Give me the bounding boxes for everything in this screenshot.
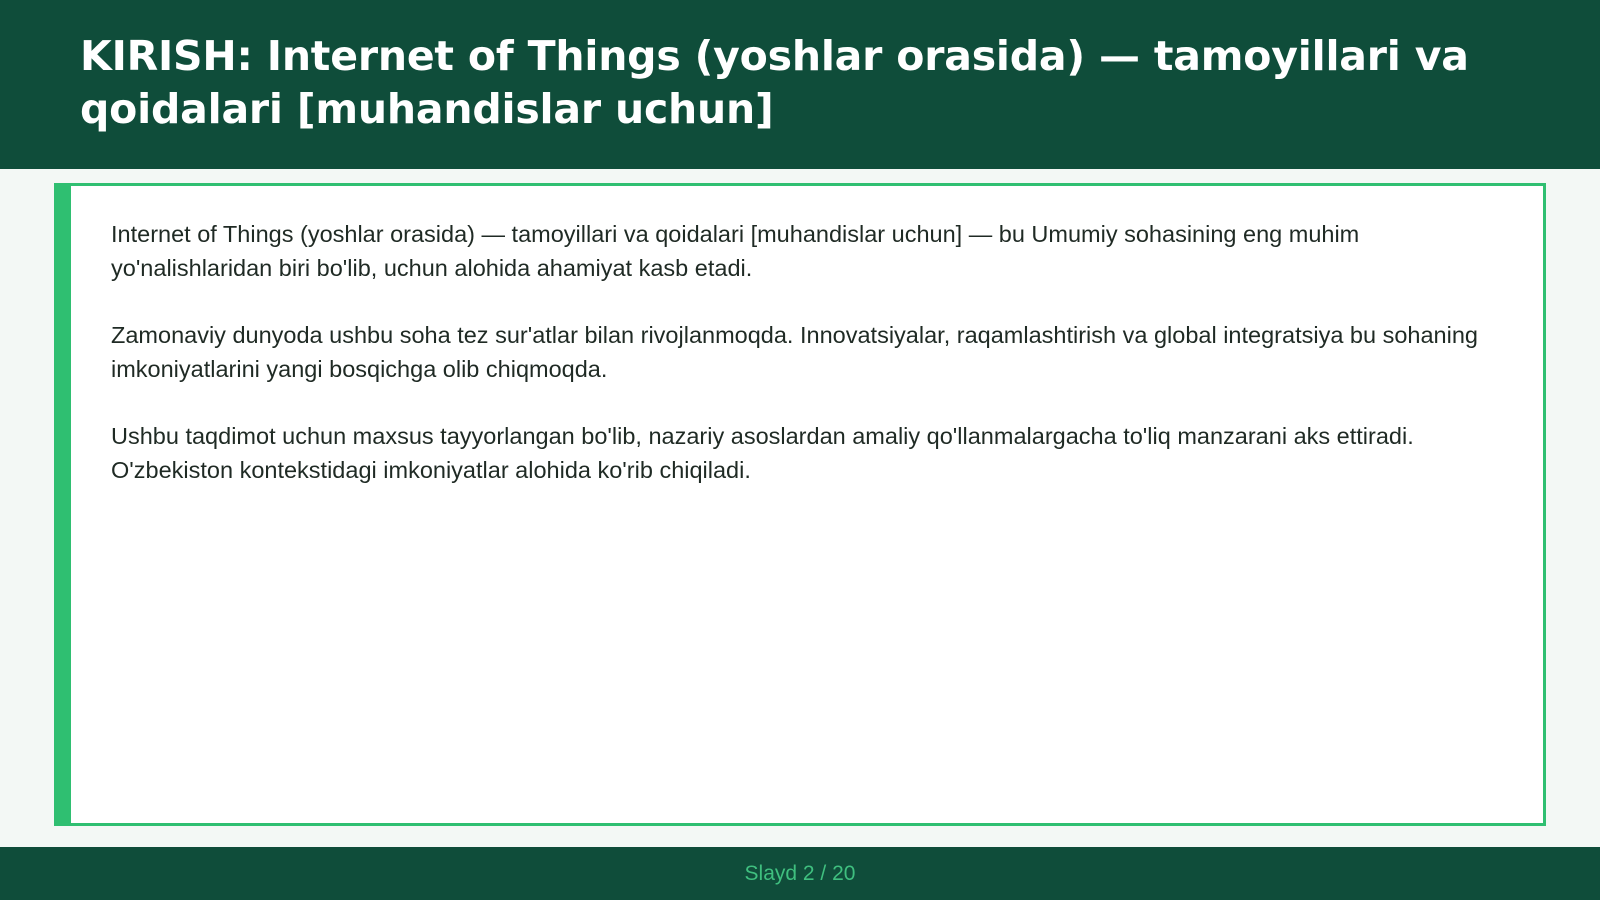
content-paragraph-3: Ushbu taqdimot uchun maxsus tayyorlangan bo'lib, nazariy asoslardan amaliy qo'llanmalargacha to'liq manzarani aks ettiradi. O'zbekiston kontekstidagi imkoniyatlar alohida ko'rib chiqiladi. bbox=[111, 423, 1414, 483]
content-paragraph-2: Zamonaviy dunyoda ushbu soha tez sur'atlar bilan rivojlanmoqda. Innovatsiyalar, raqamlashtirish va global integratsiya bu sohaning imkoniyatlarini yangi bosqichga olib chiqmoqda. bbox=[111, 322, 1478, 382]
content-paragraph-1: Internet of Things (yoshlar orasida) — tamoyillari va qoidalari [muhandislar uchun] — bu Umumiy sohasining eng muhim yo'nalishlaridan biri bo'lib, uchun alohida ahamiyat kasb etadi. bbox=[111, 221, 1360, 281]
slide-title: KIRISH: Internet of Things (yoshlar orasida) — tamoyillari va qoidalari [muhandislar uchun] bbox=[80, 32, 1469, 133]
slide-header bbox=[0, 0, 1600, 169]
slide-counter: Slayd 2 / 20 bbox=[744, 861, 856, 885]
content-card bbox=[54, 183, 1546, 826]
slide-footer bbox=[0, 847, 1600, 900]
